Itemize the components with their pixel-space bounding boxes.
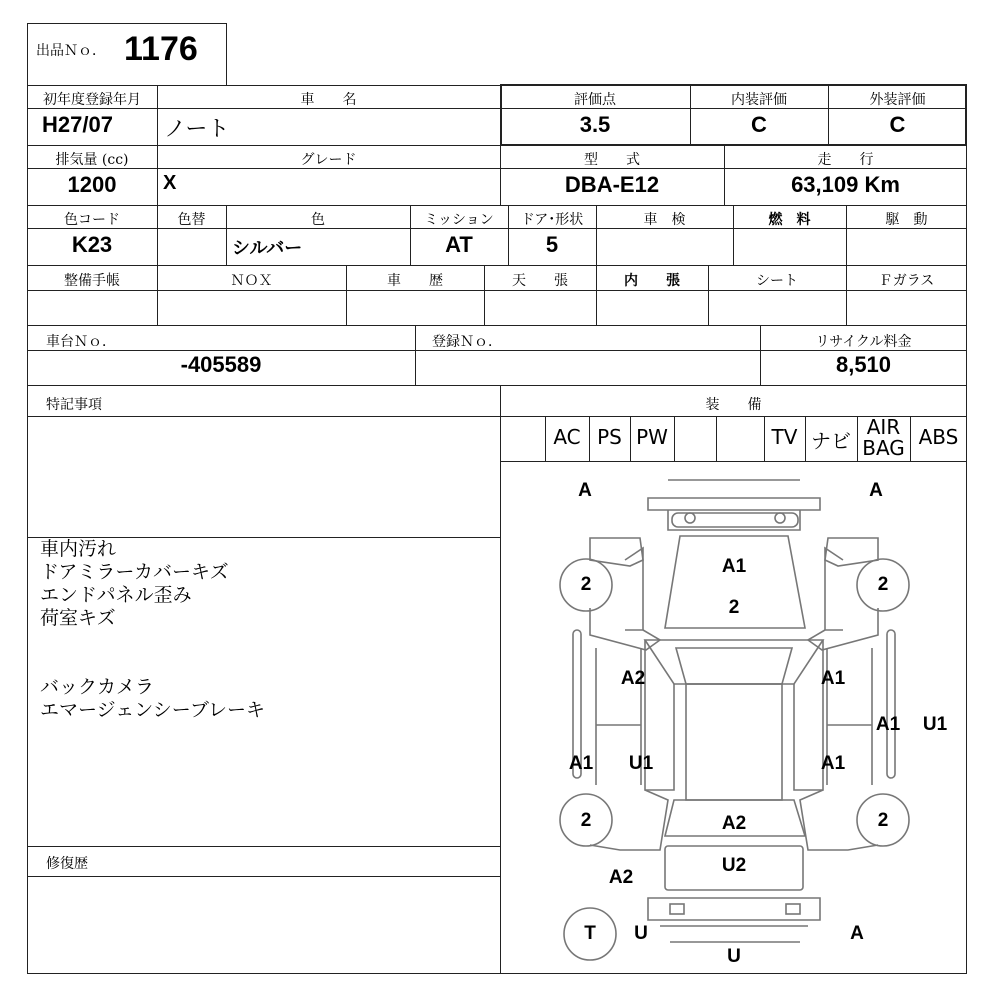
mark-spare-tire: T <box>584 923 596 944</box>
mark-hood: A1 <box>721 556 747 577</box>
note-line: 車内汚れ <box>40 538 117 560</box>
lot-label: 出品Ｎｏ． <box>36 43 106 59</box>
note-line: バックカメラ <box>40 676 155 698</box>
mission-label: ミッション <box>424 212 494 228</box>
fglass-label: Ｆガラス <box>878 273 935 289</box>
note-line: 荷室キズ <box>40 607 116 629</box>
equipment-navi: ナビ <box>811 429 851 453</box>
exterior-label: 外装評価 <box>869 92 926 108</box>
notes-label: 特記事項 <box>46 397 102 413</box>
color-value: シルバー <box>232 238 303 258</box>
equipment-label: 装 備 <box>705 397 762 413</box>
interior-trim-label: 内 張 <box>624 273 680 289</box>
note-line: エマージェンシーブレーキ <box>40 699 266 721</box>
equipment-ac: AC <box>553 425 581 449</box>
equipment-pw: PW <box>636 425 668 449</box>
mark-rear-right: A <box>850 923 864 944</box>
mark-rocker-right-u1: U1 <box>922 714 948 735</box>
fuel-label: 燃 料 <box>768 212 811 228</box>
mileage-value: 63,109 Km <box>791 172 900 197</box>
mileage-label: 走 行 <box>817 152 874 168</box>
seat-label: シート <box>756 273 798 289</box>
equipment-tv: TV <box>771 425 798 449</box>
car-name-value: ノート <box>164 116 230 141</box>
mark-rear-door-right: A1 <box>820 753 846 774</box>
color-code-value: K23 <box>71 232 113 257</box>
mark-rear-bumper: U <box>727 946 741 967</box>
mark-rear-door-left-u1: U1 <box>628 753 654 774</box>
mark-wheel-fl: 2 <box>580 574 592 595</box>
lot-number: 1176 <box>124 30 198 68</box>
recycle-label: リサイクル料金 <box>815 334 912 350</box>
car-name-label: 車 名 <box>300 92 357 108</box>
mission-value: AT <box>445 232 473 257</box>
mark-wheel-rl: 2 <box>580 810 592 831</box>
interior-label: 内装評価 <box>731 92 787 108</box>
equipment-ps: PS <box>597 425 622 449</box>
mark-rear-bumper-left: U <box>634 923 648 944</box>
repaint-label: 色替 <box>177 212 206 228</box>
equipment-abs: ABS <box>918 425 959 449</box>
grade-value: X <box>163 172 177 194</box>
history-label: 車 歴 <box>387 273 443 289</box>
equipment-airbag: AIR BAG <box>862 415 905 460</box>
door-value: 5 <box>545 232 559 257</box>
chassis-value: -405589 <box>180 352 262 377</box>
first-reg-label: 初年度登録年月 <box>43 92 141 108</box>
mark-wheel-rr: 2 <box>877 810 889 831</box>
mark-front-door-left: A2 <box>620 668 646 689</box>
roof-label: 天 張 <box>512 273 568 289</box>
mark-rocker-right: A1 <box>875 714 901 735</box>
mark-front-right: A <box>869 480 883 501</box>
displacement-label: 排気量 (cc) <box>55 152 129 168</box>
grade-label: グレード <box>300 152 357 168</box>
score-value: 3.5 <box>579 112 611 137</box>
inspection-label: 車 検 <box>643 212 686 228</box>
color-label: 色 <box>311 212 325 228</box>
note-line: エンドパネル歪み <box>40 584 192 606</box>
mark-tailgate: U2 <box>721 855 747 876</box>
mark-front-door-right: A1 <box>820 668 846 689</box>
mark-hood-2: 2 <box>728 597 740 618</box>
recycle-value: 8,510 <box>835 352 892 377</box>
mark-front-left: A <box>578 480 592 501</box>
model-label: 型 式 <box>584 152 640 168</box>
displacement-value: 1200 <box>67 172 117 197</box>
reg-label: 登録Ｎｏ． <box>432 334 502 350</box>
mark-rear-door-left: A1 <box>568 753 594 774</box>
color-code-label: 色コード <box>64 212 120 228</box>
model-value: DBA-E12 <box>564 172 660 197</box>
score-label: 評価点 <box>574 92 616 108</box>
note-line: ドアミラーカバーキズ <box>40 561 229 583</box>
door-label: ドア･形状 <box>520 212 584 228</box>
nox-label: ＮＯＸ <box>230 273 273 289</box>
drive-label: 駆 動 <box>885 212 928 228</box>
mark-rear-glass: A2 <box>721 813 747 834</box>
mark-wheel-fr: 2 <box>877 574 889 595</box>
first-reg-value: H27/07 <box>42 112 113 137</box>
repair-label: 修復歴 <box>46 856 88 872</box>
exterior-value: C <box>889 112 906 137</box>
chassis-label: 車台Ｎｏ． <box>46 334 116 350</box>
mark-rear-quarter-left: A2 <box>608 867 634 888</box>
maint-label: 整備手帳 <box>64 273 120 289</box>
interior-value: C <box>751 112 767 137</box>
